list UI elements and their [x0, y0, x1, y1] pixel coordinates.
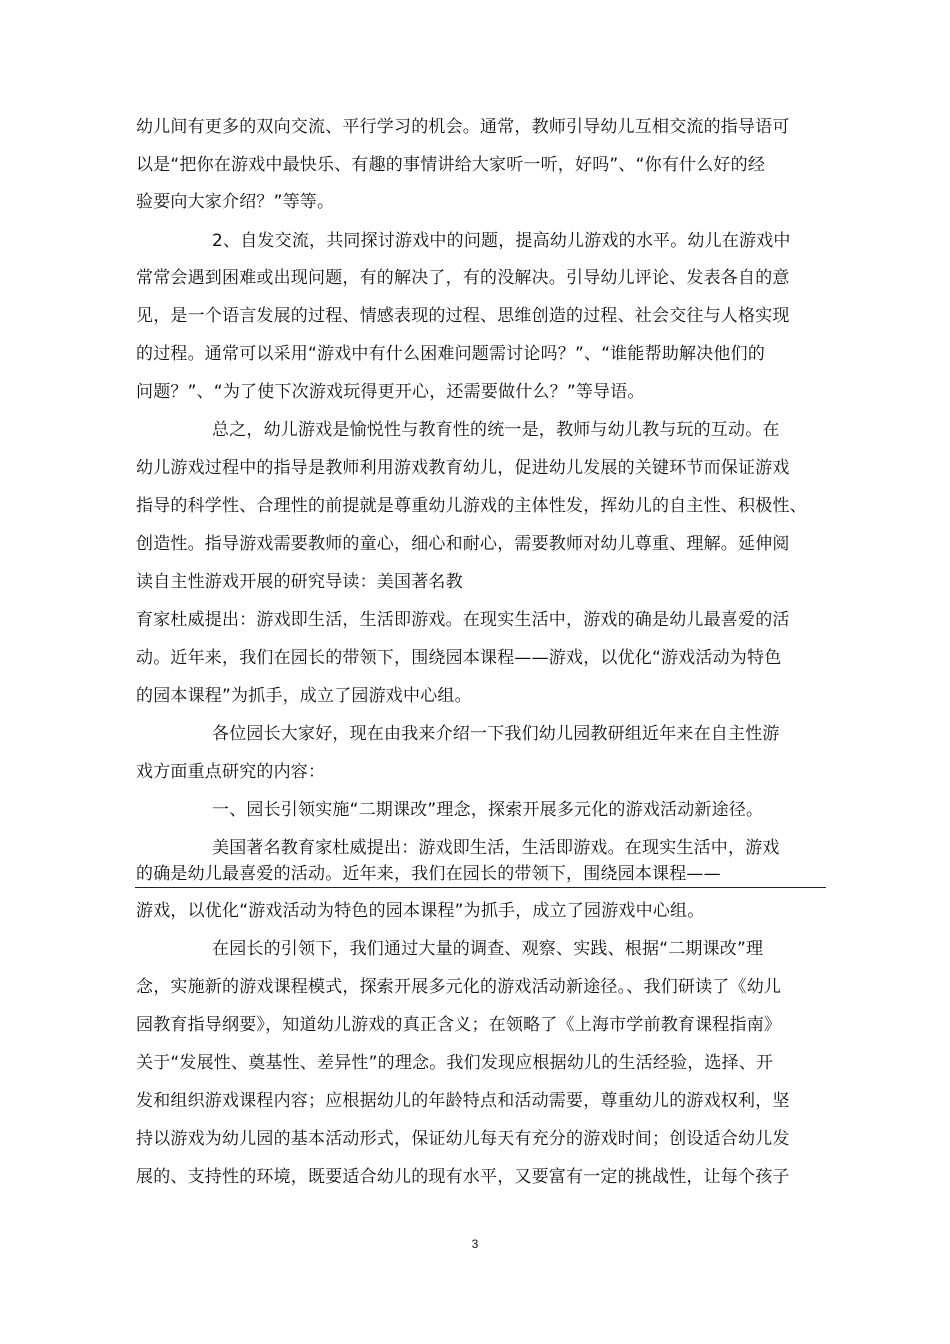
text-line: 展的、支持性的环境，既要适合幼儿的现有水平，又要富有一定的挑战性，让每个孩子 — [136, 1167, 790, 1187]
text-line: 指导的科学性、合理性的前提就是尊重幼儿游戏的主体性发，挥幼儿的自主性、积极性、 — [136, 496, 807, 516]
text-line: 以是“把你在游戏中最快乐、有趣的事情讲给大家听一听，好吗”、“你有什么好的经 — [136, 155, 766, 175]
text-line: 园教育指导纲要》，知道幼儿游戏的真正含义；在领略了《上海市学前教育课程指南》 — [136, 1015, 782, 1035]
text-line: 持以游戏为幼儿园的基本活动形式，保证幼儿每天有充分的游戏时间；创设适合幼儿发 — [136, 1129, 790, 1149]
text-line: 幼儿游戏过程中的指导是教师利用游戏教育幼儿，促进幼儿发展的关键环节而保证游戏 — [136, 458, 790, 478]
text-line: 读自主性游戏开展的研究导读：美国著名教 — [136, 572, 463, 592]
text-line: 游戏，以优化“游戏活动为特色的园本课程”为抓手，成立了园游戏中心组。 — [136, 901, 705, 921]
text-line: 幼儿间有更多的双向交流、平行学习的机会。通常，教师引导幼儿互相交流的指导语可 — [136, 117, 790, 137]
page-number: 3 — [471, 1237, 479, 1251]
text-line: 问题？”、“为了使下次游戏玩得更开心，还需要做什么？”等导语。 — [136, 382, 645, 402]
text-line: 一、园长引领实施“二期课改”理念，探索开展多元化的游戏活动新途径。 — [212, 800, 764, 820]
text-line: 创造性。指导游戏需要教师的童心，细心和耐心，需要教师对幼儿尊重、理解。延伸阅 — [136, 534, 790, 554]
text-line: 关于“发展性、奠基性、差异性”的理念。我们发现应根据幼儿的生活经验，选择、开 — [136, 1053, 774, 1073]
text-line: 发和组织游戏课程内容；应根据幼儿的年龄特点和活动需要，尊重幼儿的游戏权利，坚 — [136, 1091, 790, 1111]
text-line: 美国著名教育家杜威提出：游戏即生活，生活即游戏。在现实生活中，游戏 — [212, 838, 780, 858]
text-line: 各位园长大家好，现在由我来介绍一下我们幼儿园教研组近年来在自主性游 — [212, 724, 780, 744]
text-line: 的过程。通常可以采用“游戏中有什么困难问题需讨论吗？”、“谁能帮助解决他们的 — [136, 344, 766, 364]
text-line: 的确是幼儿最喜爱的活动。近年来，我们在园长的带领下，围绕园本课程—— — [136, 864, 721, 884]
text-line: 常常会遇到困难或出现问题，有的解决了，有的没解决。引导幼儿评论、发表各自的意 — [136, 268, 790, 288]
text-line: 念，实施新的游戏课程模式，探索开展多元化的游戏活动新途径。、我们研读了《幼儿 — [136, 977, 782, 997]
text-line: 总之，幼儿游戏是愉悦性与教育性的统一是，教师与幼儿教与玩的互动。在 — [212, 420, 780, 440]
text-line: 的园本课程”为抓手，成立了园游戏中心组。 — [136, 686, 472, 706]
text-line: 2、自发交流，共同探讨游戏中的问题，提高幼儿游戏的水平。幼儿在游戏中 — [212, 231, 791, 251]
text-line: 育家杜威提出：游戏即生活，生活即游戏。在现实生活中，游戏的确是幼儿最喜爱的活 — [136, 610, 790, 630]
text-line: 验要向大家介绍？”等等。 — [136, 192, 335, 212]
text-line: 在园长的引领下，我们通过大量的调查、观察、实践、根据“二期课改”理 — [212, 939, 764, 959]
text-line: 动。近年来，我们在园长的带领下，围绕园本课程——游戏，以优化“游戏活动为特色 — [136, 648, 782, 668]
horizontal-rule — [135, 887, 826, 888]
text-line: 见，是一个语言发展的过程、情感表现的过程、思维创造的过程、社会交往与人格实现 — [136, 306, 790, 326]
text-line: 戏方面重点研究的内容： — [136, 762, 326, 782]
